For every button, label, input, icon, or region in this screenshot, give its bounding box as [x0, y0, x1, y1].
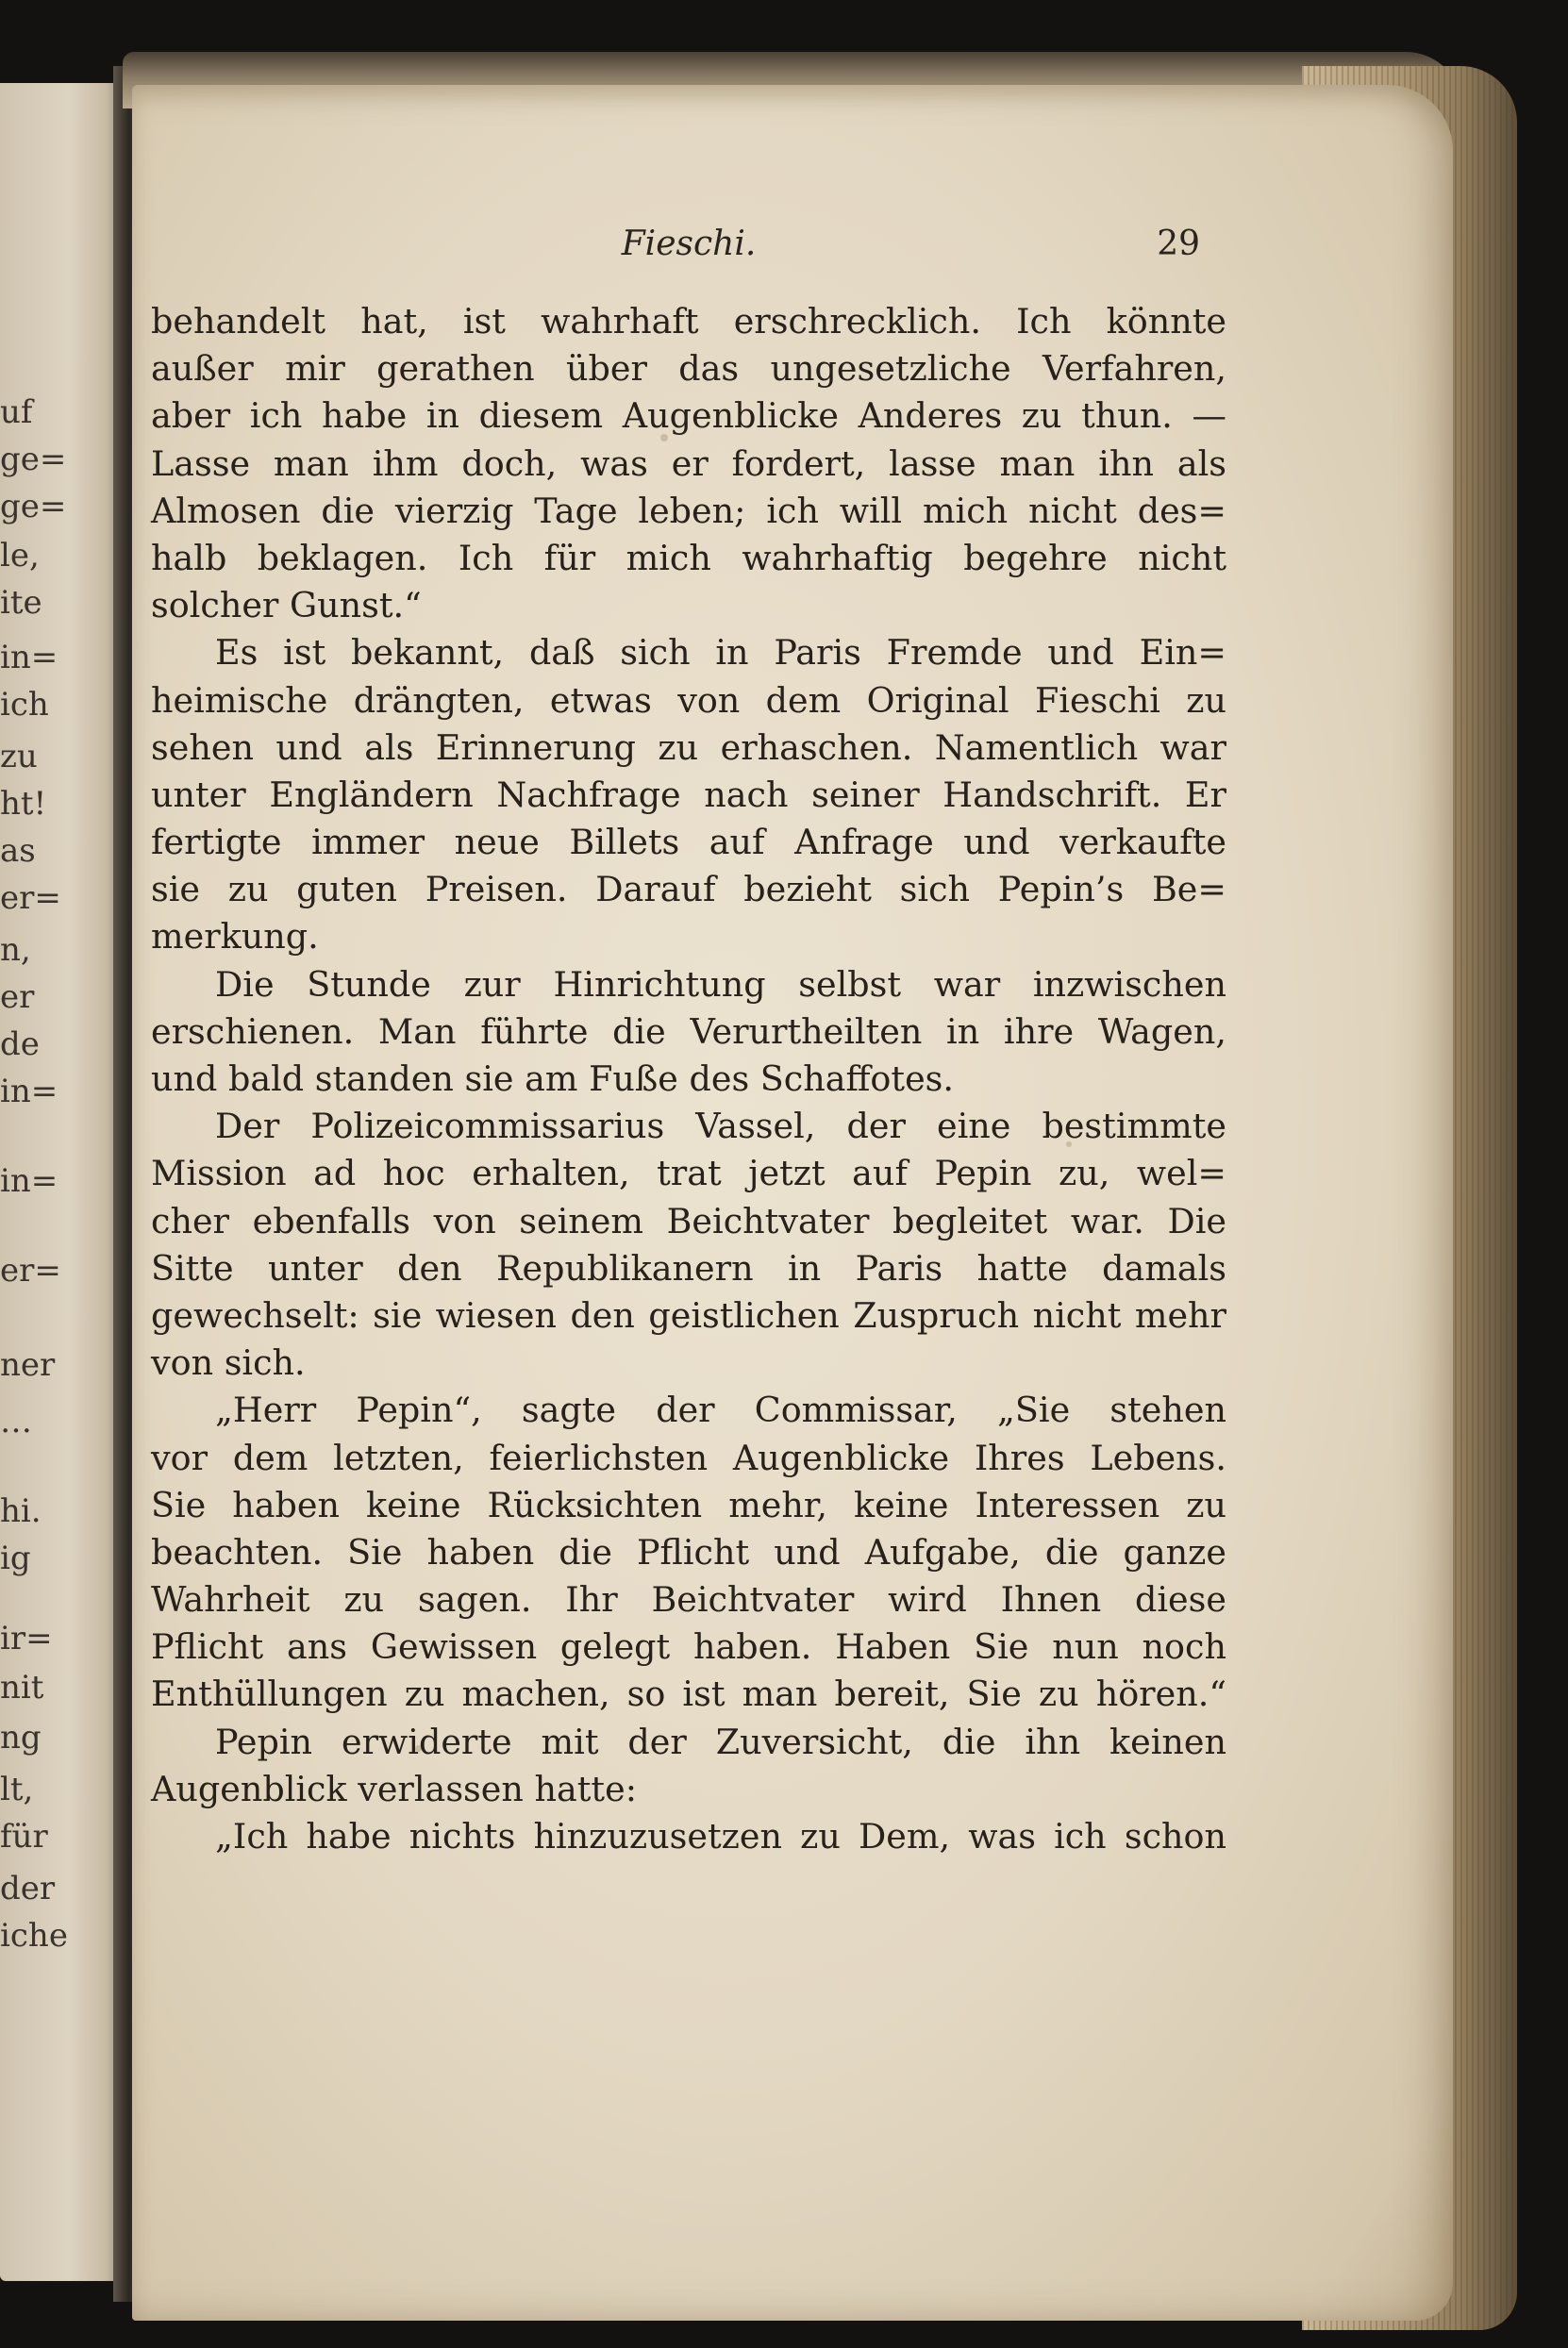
left-page-fragment: iche [0, 1917, 68, 1955]
left-page-fragment: ite [0, 584, 42, 622]
text-line: Augenblick verlassen hatte: [151, 1768, 637, 1809]
text-line: erschienen. Man führte die Verurtheilten in ihre Wagen, [151, 1010, 1226, 1052]
text-line: „Ich habe nichts hinzuzusetzen zu Dem, was ich schon [215, 1816, 1226, 1857]
left-page-fragment: ig [0, 1540, 31, 1577]
running-head: Fieschi. [621, 225, 757, 263]
text-line: solcher Gunst.“ [151, 585, 422, 626]
text-line: aber ich habe in diesem Augenblicke Anderes zu thun. — [151, 395, 1226, 437]
text-line: heimische drängten, etwas von dem Original Fieschi zu [151, 679, 1226, 721]
text-line: fertigte immer neue Billets auf Anfrage und verkaufte [151, 822, 1226, 863]
body-text [151, 298, 1226, 1860]
text-line: Es ist bekannt, daß sich in Paris Fremde und Ein= [215, 632, 1226, 674]
text-line: und bald standen sie am Fuße des Schaffotes. [151, 1058, 955, 1099]
text-line: beachten. Sie haben die Pflicht und Aufgabe, die ganze [151, 1531, 1226, 1573]
text-line: Pflicht ans Gewissen gelegt haben. Haben Sie nun noch [151, 1626, 1226, 1668]
left-page-fragment: hi. [0, 1492, 42, 1530]
text-line: Wahrheit zu sagen. Ihr Beichtvater wird Ihnen diese [151, 1579, 1226, 1621]
left-page-fragment: n, [0, 931, 31, 969]
left-page-fragment: er= [0, 1252, 61, 1290]
left-page-fragment: lt, [0, 1771, 34, 1808]
text-line: sie zu guten Preisen. Darauf bezieht sich Pepin’s Be= [151, 869, 1226, 910]
left-page-fragment: in= [0, 1162, 58, 1200]
text-line: außer mir gerathen über das ungesetzliche Verfahren, [151, 348, 1226, 390]
text-line: „Herr Pepin“, sagte der Commissar, „Sie stehen [215, 1390, 1226, 1431]
text-line: cher ebenfalls von seinem Beichtvater begleitet war. Die [151, 1200, 1226, 1241]
left-page-fragment: de [0, 1025, 40, 1063]
left-page-fragment: as [0, 832, 36, 870]
text-line: Sitte unter den Republikanern in Paris hatte damals [151, 1247, 1226, 1289]
text-line: behandelt hat, ist wahrhaft erschrecklich. Ich könnte [151, 301, 1226, 341]
left-page-fragment: in= [0, 639, 58, 676]
left-page-fragment: uf [0, 393, 33, 431]
left-page-fragment: ht! [0, 785, 47, 823]
left-page-fragment: er= [0, 879, 61, 917]
left-page-fragment: ich [0, 686, 49, 724]
text-line: gewechselt: sie wiesen den geistlichen Zuspruch nicht mehr [151, 1294, 1226, 1336]
text-line: von sich. [151, 1342, 306, 1384]
left-page-fragment: für [0, 1818, 48, 1856]
text-line: Mission ad hoc erhalten, trat jetzt auf Pepin zu, wel= [151, 1153, 1226, 1194]
text-line: merkung. [151, 916, 319, 958]
left-page-fragment: … [0, 1403, 32, 1440]
text-line: Pepin erwiderte mit der Zuversicht, die ihn keinen [215, 1721, 1226, 1762]
page-header [151, 225, 1226, 281]
text-line: sehen und als Erinnerung zu erhaschen. Namentlich war [151, 726, 1226, 768]
page-number: 29 [1157, 225, 1200, 263]
left-page-fragment: in= [0, 1073, 58, 1110]
left-page-fragment: er [0, 978, 35, 1016]
text-line: unter Engländern Nachfrage nach seiner Handschrift. Er [151, 774, 1226, 815]
text-line: vor dem letzten, feierlichsten Augenblicke Ihres Lebens. [151, 1437, 1226, 1478]
text-line: Almosen die vierzig Tage leben; ich will mich nicht des= [151, 490, 1226, 531]
left-page-fragment: ng [0, 1719, 42, 1757]
left-page-fragment: ner [0, 1346, 56, 1384]
text-line: Sie haben keine Rücksichten mehr, keine Interessen zu [151, 1484, 1226, 1525]
left-page-fragment: ir= [0, 1620, 53, 1657]
text-line: Der Polizeicommissarius Vassel, der eine bestimmte [215, 1106, 1226, 1147]
text-line: Lasse man ihm doch, was er fordert, lasse man ihn als [151, 442, 1226, 484]
left-page-fragment: zu [0, 738, 38, 775]
left-page-fragment: ge= [0, 441, 67, 478]
text-line: Die Stunde zur Hinrichtung selbst war inzwischen [215, 963, 1226, 1005]
left-page-fragment: le, [0, 537, 40, 575]
left-page-fragment: der [0, 1870, 56, 1907]
left-page-text-fragments [0, 83, 68, 2281]
left-page-fragment: nit [0, 1669, 44, 1707]
left-page-fragment: ge= [0, 488, 67, 525]
text-line: halb beklagen. Ich für mich wahrhaftig begehre nicht [151, 537, 1226, 578]
left-page-edge [0, 83, 125, 2281]
text-line: Enthüllungen zu machen, so ist man bereit, Sie zu hören.“ [151, 1674, 1226, 1715]
